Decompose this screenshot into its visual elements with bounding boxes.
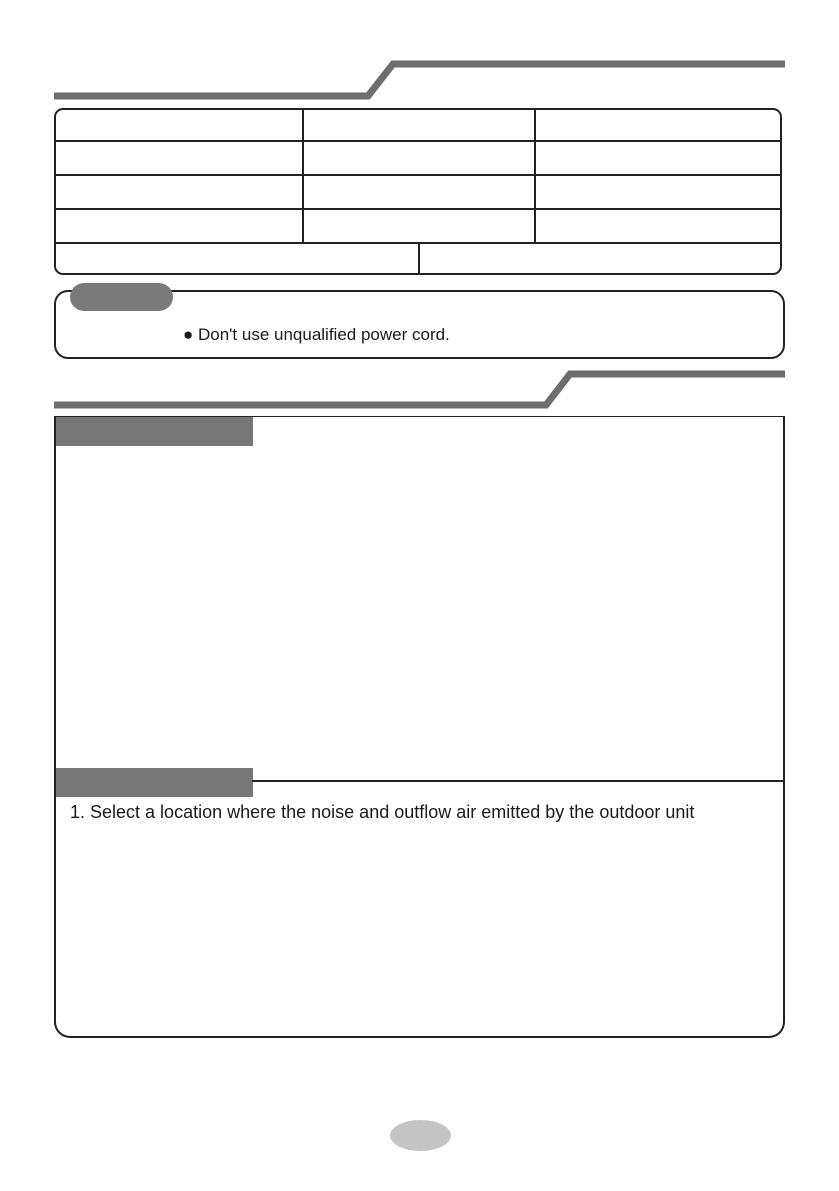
table-row <box>56 142 780 174</box>
table-cell <box>56 142 302 174</box>
table-row <box>56 110 780 140</box>
table-cell <box>56 210 302 242</box>
spec-table <box>54 108 782 275</box>
table-cell <box>56 244 418 275</box>
section-tab-1 <box>56 417 253 446</box>
table-cell <box>302 110 534 140</box>
table-row <box>56 176 780 208</box>
page-number-badge <box>390 1120 451 1151</box>
table-cell <box>56 176 302 208</box>
table-cell <box>418 244 780 275</box>
table-cell <box>534 176 780 208</box>
header-rule-2 <box>54 374 785 405</box>
installation-step-1: 1. Select a location where the noise and outflow air emitted by the outdoor unit <box>70 802 695 822</box>
section-divider <box>252 780 785 782</box>
table-footer-row <box>56 244 780 275</box>
installation-section <box>54 416 785 1038</box>
table-cell <box>302 142 534 174</box>
table-cell <box>534 110 780 140</box>
table-cell <box>302 210 534 242</box>
section-tab-2 <box>56 768 253 797</box>
table-cell <box>534 142 780 174</box>
table-row <box>56 210 780 242</box>
table-cell <box>56 110 302 140</box>
note-label-pill <box>70 283 173 311</box>
table-cell <box>302 176 534 208</box>
header-rule-1 <box>54 64 785 96</box>
note-text: ● Don't use unqualified power cord. <box>183 325 450 344</box>
table-cell <box>534 210 780 242</box>
